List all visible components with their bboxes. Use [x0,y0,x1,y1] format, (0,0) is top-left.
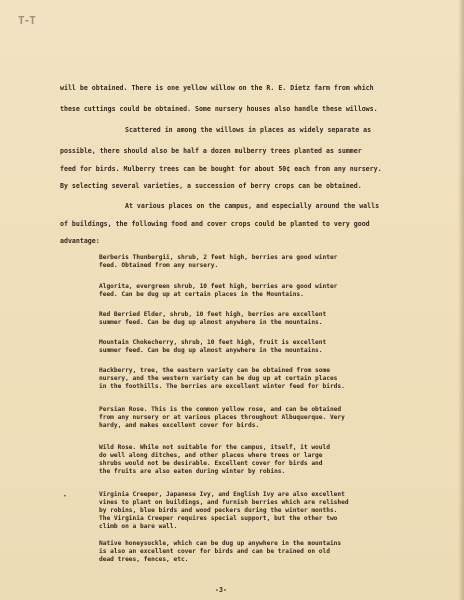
text-line: of buildings, the following food and cover crops could be planted to very good [60,220,370,228]
plant-item-hackberry [99,367,345,391]
corner-mark: T-T [18,14,35,27]
plant-item-virginia-creeper [99,491,349,531]
plant-line: Virginia Creeper, Japanese Ivy, and English Ivy are also excellent [99,491,345,498]
plant-line: by robins, blue birds and wood peckers during the winter months. [99,507,338,514]
plant-line: Red Berried Elder, shrub, 10 feet high, berries are excellent [99,311,327,318]
plant-line: dead trees, fences, etc. [99,556,189,563]
plant-line: Native honeysuckle, which can be dug up anywhere in the mountains [99,540,342,547]
margin-dot-icon: • [63,493,67,500]
page-number: -3- [215,586,227,594]
plant-line: is also an excellent cover for birds and can be trained on old [99,548,330,555]
plant-line: Berberis Thunbergii, shrub, 2 feet high, berries are good winter [99,254,338,261]
plant-item-mountain-chokecherry [99,339,326,355]
plant-line: Algorita, evergreen shrub, 10 feet high, berries are good winter [99,283,338,290]
plant-line: feed. Can be dug up at certain places in the Mountains. [99,291,304,298]
plant-item-native-honeysuckle [99,540,341,564]
plant-line: Hackberry, tree, the eastern variety can be obtained from some [99,367,330,374]
plant-line: Persian Rose. This is the common yellow rose, and can be obtained [99,406,342,413]
plant-line: in the foothills. The berries are excellent winter feed for birds. [99,383,345,390]
plant-line: do well along ditches, and other places where trees or large [99,452,323,459]
plant-line: shrubs would not be desirable. Excellent cover for birds and [99,460,323,467]
text-line: At various places on the campus, and especially around the walls [125,202,380,210]
plant-line: The Virginia Creeper requires special support, but the other two [99,515,338,522]
plant-item-wild-rose [99,444,330,476]
page-edge-shadow [458,0,464,600]
plant-line: hardy, and makes excellent cover for birds. [99,422,260,429]
text-line: Scattered in among the willows in places as widely separate as [125,126,372,134]
plant-item-persian-rose [99,406,345,430]
plant-line: from any nursery or at various places throughout Albuquerque. Very [99,414,345,421]
text-line: feed for birds. Mulberry trees can be bought for about 50¢ each from any nursery. [60,165,382,173]
plant-line: Mountain Chokecherry, shrub, 10 feet high, fruit is excellent [99,339,327,346]
plant-line: feed. Obtained from any nursery. [99,262,219,269]
text-line: these cuttings could be obtained. Some nursery houses also handle these willows. [60,105,378,113]
plant-item-algorita [99,283,337,299]
text-line: will be obtained. There is one yellow willow on the R. E. Dietz farm from which [60,84,374,92]
plant-line: the fruits are also eaten during winter by robins. [99,468,286,475]
plant-item-red-berried-elder [99,311,326,327]
text-line: possible, there should also be half a dozen mulberry trees planted as summer [60,147,362,155]
text-line: advantage: [60,237,100,245]
plant-line: vines to plant on buildings, and furnish berries which are relished [99,499,349,506]
plant-line: summer feed. Can be dug up almost anywhere in the mountains. [99,347,323,354]
plant-line: summer feed. Can be dug up almost anywhere in the mountains. [99,319,323,326]
text-line: By selecting several varieties, a succession of berry crops can be obtained. [60,182,362,190]
plant-line: climb on a bare wall. [99,523,178,530]
plant-item-berberis [99,254,337,270]
plant-line: nursery, and the western variety can be dug up at certain places [99,375,338,382]
plant-line: Wild Rose. While not suitable for the campus, itself, it would [99,444,330,451]
